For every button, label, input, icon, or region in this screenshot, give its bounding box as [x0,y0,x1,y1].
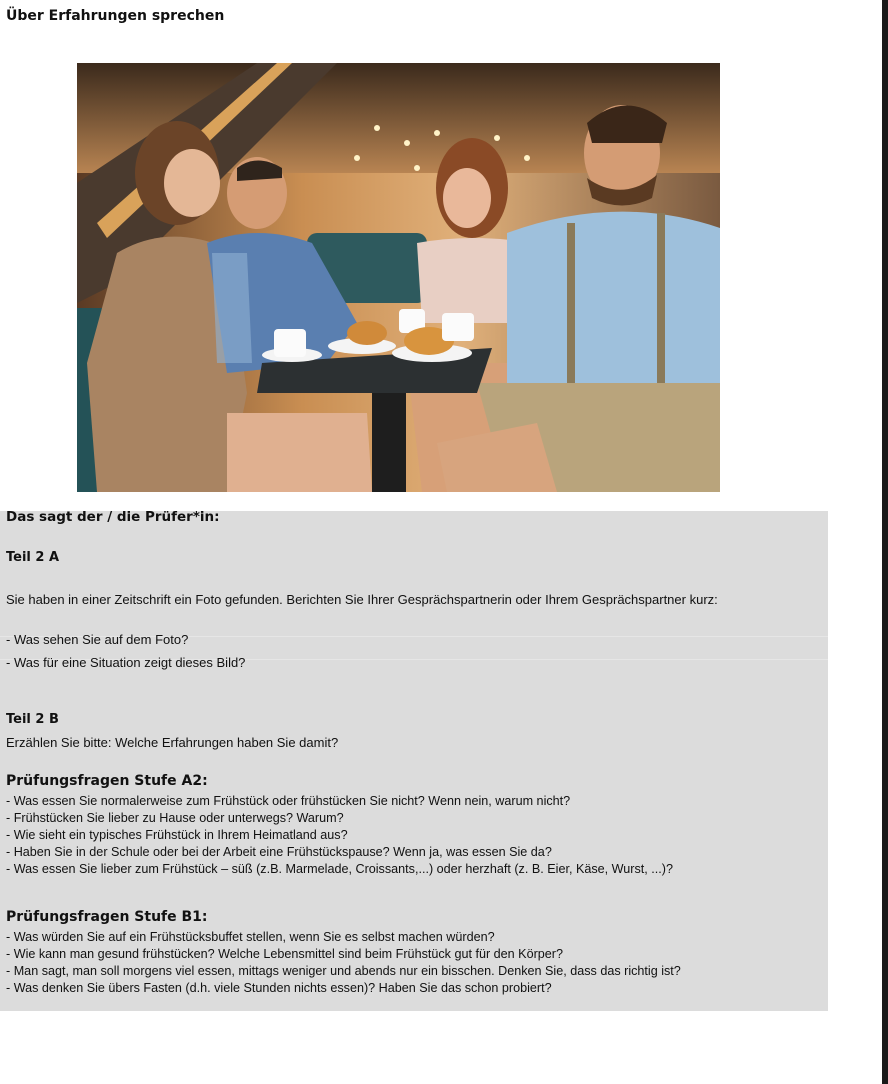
list-item: - Man sagt, man soll morgens viel essen, mittags weniger und abends nur ein bisschen. Denken Sie, dass das richtig ist? [6,964,681,978]
examiner-heading: Das sagt der / die Prüfer*in: [6,509,220,525]
list-item: - Wie sieht ein typisches Frühstück in Ihrem Heimatland aus? [6,828,348,842]
part-2a-question-1: - Was sehen Sie auf dem Foto? [6,632,189,647]
list-item: - Frühstücken Sie lieber zu Hause oder unterwegs? Warum? [6,811,344,825]
questions-a2-list [6,793,673,878]
list-item: - Wie kann man gesund frühstücken? Welche Lebensmittel sind beim Frühstück gut für den Körper? [6,947,563,961]
list-item: - Was würden Sie auf ein Frühstücksbuffet stellen, wenn Sie es selbst machen würden? [6,930,495,944]
questions-a2-heading: Prüfungsfragen Stufe A2: [6,773,208,789]
list-item: - Was essen Sie normalerweise zum Frühstück oder frühstücken Sie nicht? Wenn nein, warum nicht? [6,794,571,808]
list-item: - Haben Sie in der Schule oder bei der Arbeit eine Frühstückspause? Wenn ja, was essen Sie da? [6,845,552,859]
part-2a-heading: Teil 2 A [6,550,60,565]
part-2b-prompt: Erzählen Sie bitte: Welche Erfahrungen haben Sie damit? [6,735,339,750]
cafe-photo [77,63,720,492]
page-title: Über Erfahrungen sprechen [6,8,225,24]
list-item: - Was denken Sie übers Fasten (d.h. viele Stunden nichts essen)? Haben Sie das schon probiert? [6,981,552,995]
part-2b-heading: Teil 2 B [6,712,59,727]
page-edge [882,0,888,1084]
part-2a-intro: Sie haben in einer Zeitschrift ein Foto gefunden. Berichten Sie Ihrer Gesprächspartnerin oder Ihrem Gesprächspartner kurz: [6,592,718,607]
questions-b1-heading: Prüfungsfragen Stufe B1: [6,909,208,925]
part-2a-question-2: - Was für eine Situation zeigt dieses Bild? [6,655,246,670]
list-item: - Was essen Sie lieber zum Frühstück – süß (z.B. Marmelade, Croissants,...) oder herzhaft (z. B. Eier, Käse, Wurst, ...)? [6,862,673,876]
photo-cafe-breakfast-icon [77,63,720,492]
questions-b1-list [6,929,681,997]
